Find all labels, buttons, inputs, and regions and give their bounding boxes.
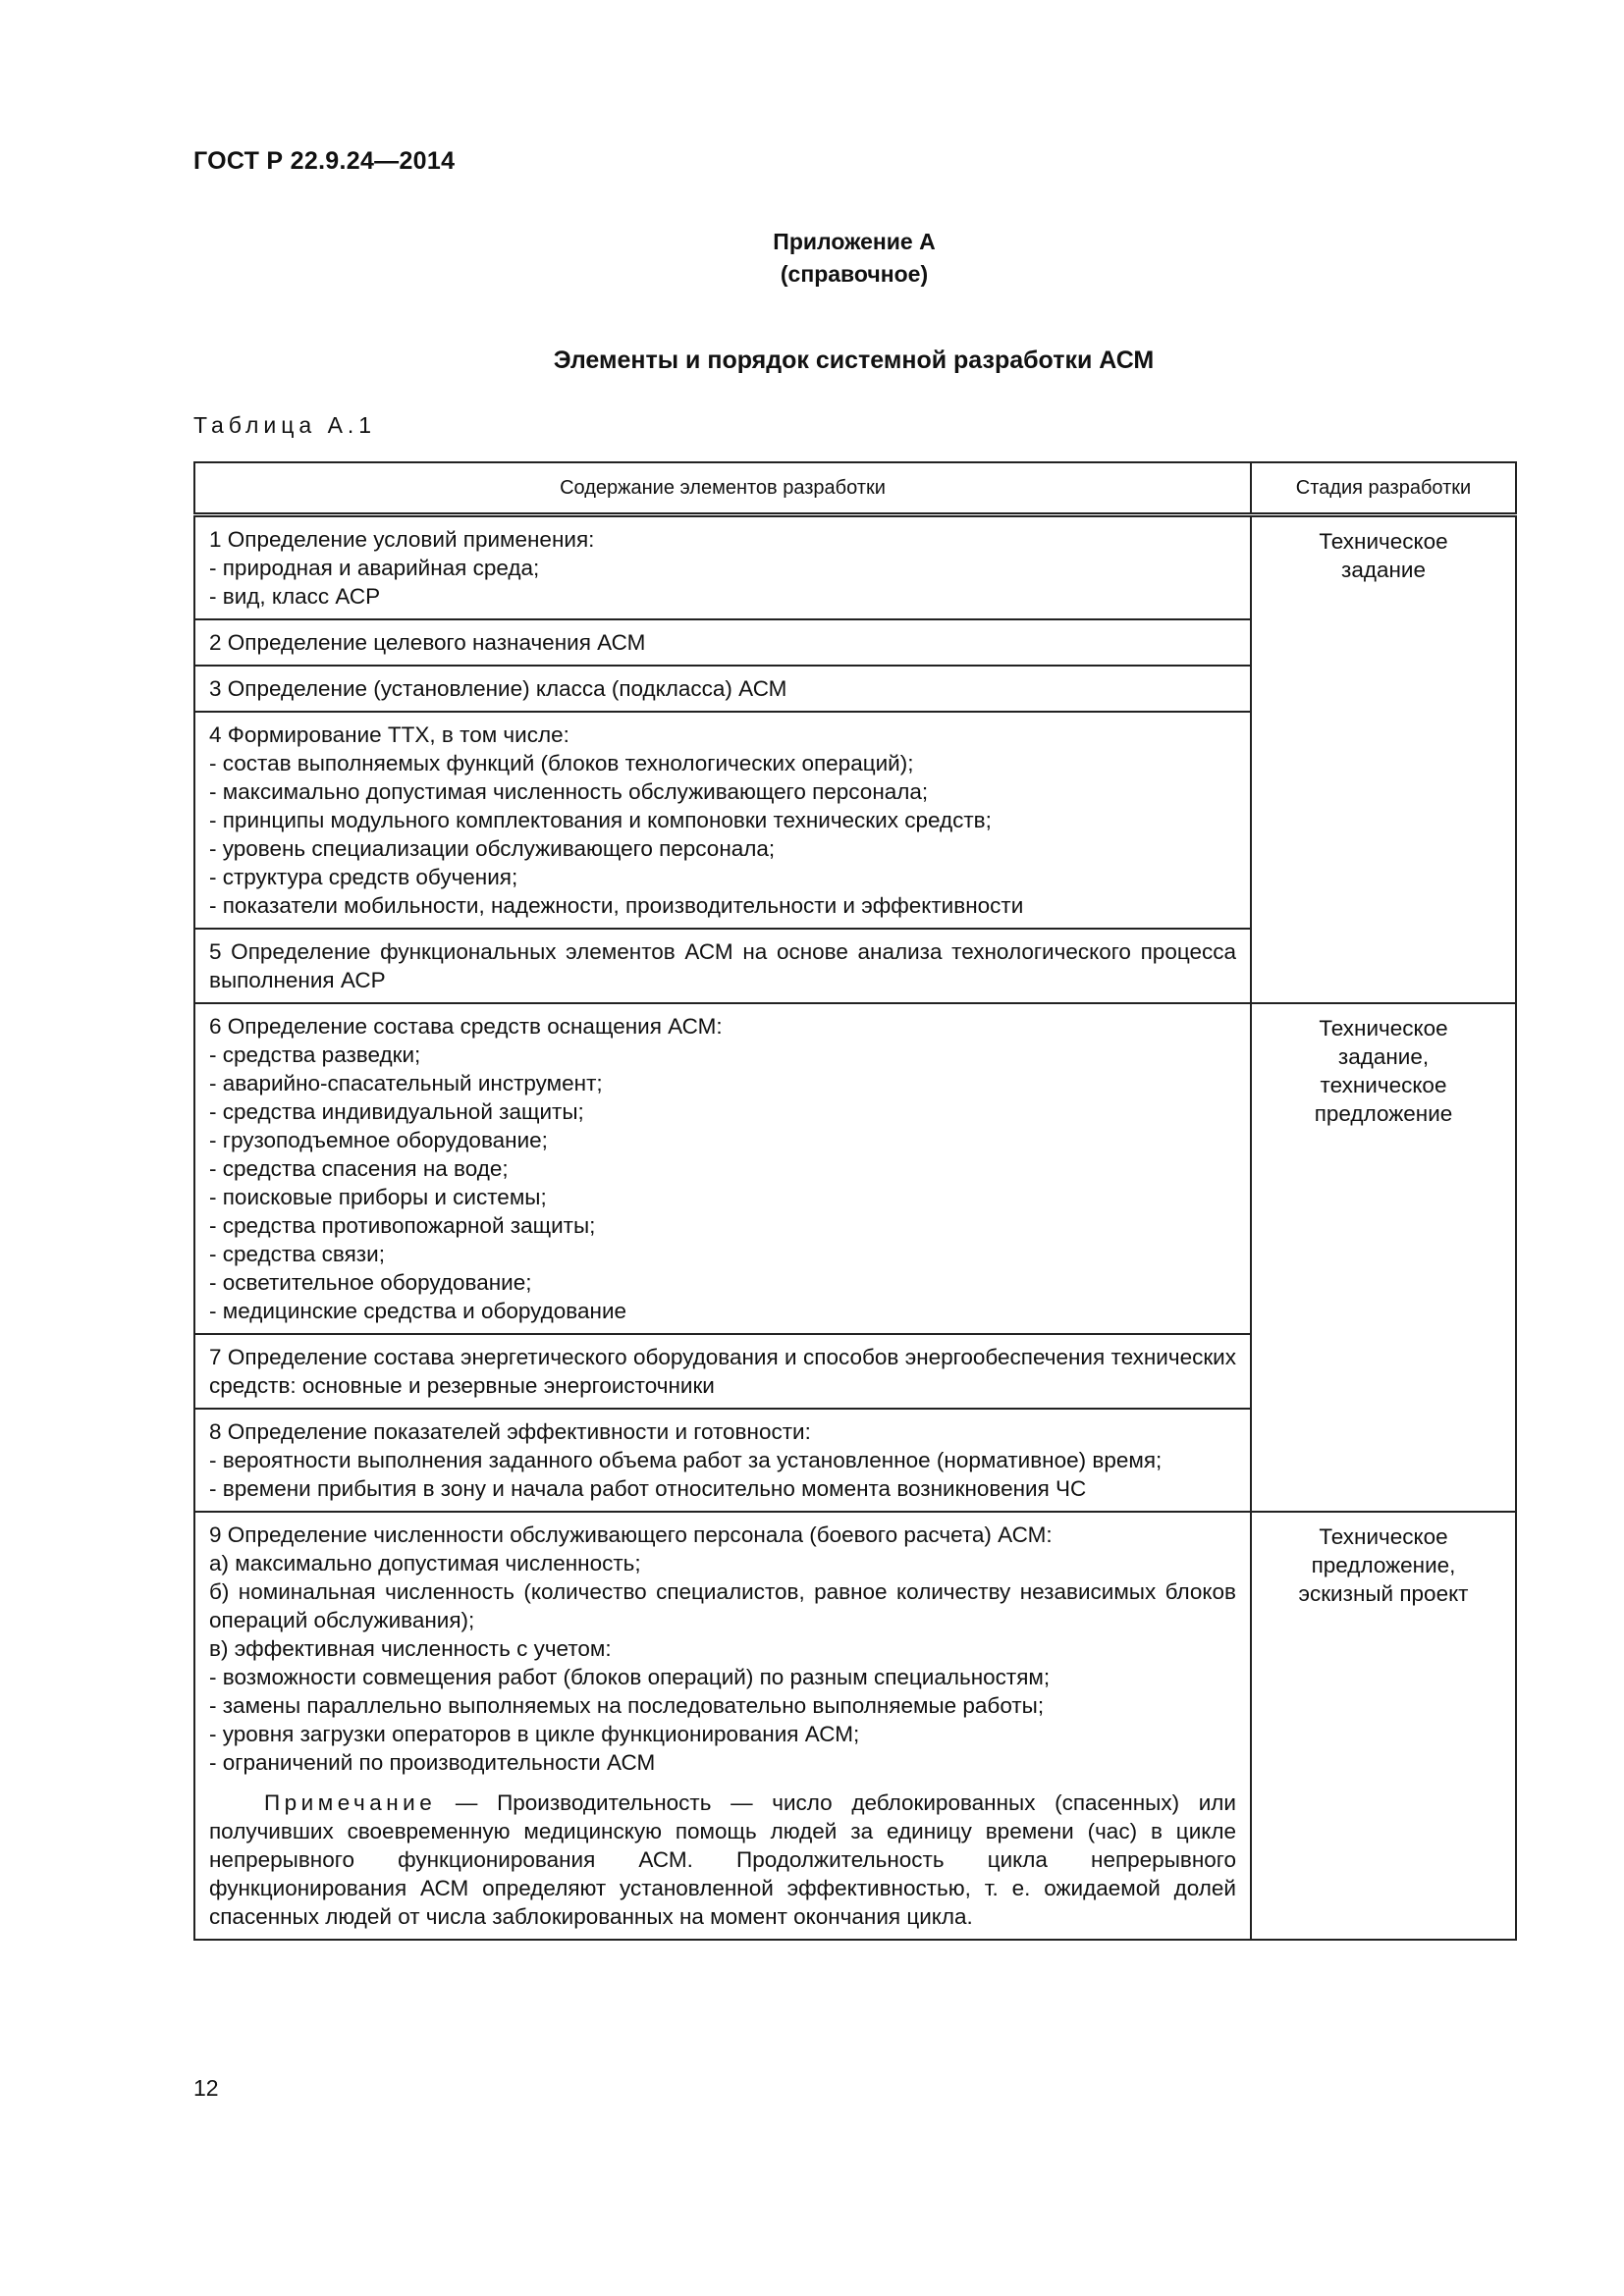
list-item: - времени прибытия в зону и начала работ относительно момента возникновения ЧС: [209, 1476, 1087, 1501]
note-text: — Производительность — число деблокированных (спасенных) или получивших своевременную медицинскую помощь людей за единицу времени (час) в цикле непрерывного функционирования АСМ. Продолжительность цикла непрерывного функционирования АСМ определяют установленной эффективностью, т. е. ожидаемой долей спасенных людей от числа заблокированных на момент окончания цикла.: [209, 1790, 1236, 1929]
section-title: Элементы и порядок системной разработки АСМ: [553, 347, 1155, 374]
row-8-content: [194, 1409, 1251, 1512]
list-item: - поисковые приборы и системы;: [209, 1185, 547, 1209]
table-row: [194, 1003, 1516, 1334]
list-item: - структура средств обучения;: [209, 865, 518, 889]
paragraph: 7 Определение состава энергетического оборудования и способов энергообеспечения технических средств: основные и резервные энергоисточники: [209, 1345, 1236, 1398]
list-item: - уровня загрузки операторов в цикле функционирования АСМ;: [209, 1722, 860, 1746]
stage-text: Техническое: [1319, 529, 1448, 554]
list-item: - средства разведки;: [209, 1042, 421, 1067]
document-code: ГОСТ Р 22.9.24—2014: [193, 147, 456, 175]
stage-text: предложение,: [1311, 1553, 1456, 1577]
row-6-content: [194, 1003, 1251, 1334]
list-item: - максимально допустимая численность обслуживающего персонала;: [209, 779, 929, 804]
table-note: [209, 1789, 1236, 1931]
stage-text: эскизный проект: [1298, 1581, 1469, 1606]
list-item: - средства связи;: [209, 1242, 385, 1266]
row-2-content: [194, 619, 1251, 666]
stage-text: предложение: [1314, 1101, 1453, 1126]
stage-text: техническое: [1320, 1073, 1447, 1097]
list-item: 9 Определение численности обслуживающего персонала (боевого расчета) АСМ:: [209, 1522, 1053, 1547]
list-item: - грузоподъемное оборудование;: [209, 1128, 548, 1152]
column-header-content: Содержание элементов разработки: [194, 462, 1251, 515]
stage-text: Техническое: [1319, 1524, 1448, 1549]
paragraph: 5 Определение функциональных элементов АСМ на основе анализа технологического процесса выполнения АСР: [209, 939, 1236, 992]
list-item: 2 Определение целевого назначения АСМ: [209, 630, 646, 655]
list-item: в) эффективная численность с учетом:: [209, 1636, 612, 1661]
list-item: - возможности совмещения работ (блоков операций) по разным специальностям;: [209, 1665, 1051, 1689]
list-item: - природная и аварийная среда;: [209, 556, 540, 580]
list-item: б) номинальная численность (количество специалистов, равное количеству независимых блоков операций обслуживания);: [209, 1579, 1236, 1632]
list-item: а) максимально допустимая численность;: [209, 1551, 641, 1575]
note-paragraph: [209, 1789, 1236, 1931]
list-item: 3 Определение (установление) класса (подкласса) АСМ: [209, 676, 787, 701]
page-number: 12: [193, 2075, 219, 2101]
table-row: [194, 515, 1516, 620]
stage-text: задание: [1341, 558, 1426, 582]
list-item: 6 Определение состава средств оснащения АСМ:: [209, 1014, 723, 1039]
table-row: [194, 1512, 1516, 1940]
note-label: Примечание: [264, 1790, 437, 1815]
list-item: 8 Определение показателей эффективности и готовности:: [209, 1419, 811, 1444]
column-header-stage: Стадия разработки: [1251, 462, 1516, 515]
stage-text: задание,: [1337, 1044, 1430, 1069]
list-item: - принципы модульного комплектования и компоновки технических средств;: [209, 808, 992, 832]
list-item: - уровень специализации обслуживающего персонала;: [209, 836, 776, 861]
row-3-content: [194, 666, 1251, 712]
list-item: - средства индивидуальной защиты;: [209, 1099, 584, 1124]
list-item: - средства противопожарной защиты;: [209, 1213, 596, 1238]
list-item: 1 Определение условий применения:: [209, 527, 595, 552]
row-7-content: [194, 1334, 1251, 1409]
list-item: - осветительное оборудование;: [209, 1270, 532, 1295]
row-1-content: [194, 515, 1251, 620]
row-9-content: [194, 1512, 1251, 1940]
list-item: - ограничений по производительности АСМ: [209, 1750, 656, 1775]
annex-subtitle: (справочное): [780, 261, 929, 287]
annex-title: Приложение А: [773, 229, 936, 254]
list-item: - замены параллельно выполняемых на последовательно выполняемые работы;: [209, 1693, 1045, 1718]
list-item: 4 Формирование ТТХ, в том числе:: [209, 722, 569, 747]
table-header-row: [194, 462, 1516, 515]
stage-cell-proposal-draft: [1251, 1512, 1516, 1940]
list-item: - аварийно-спасательный инструмент;: [209, 1071, 603, 1095]
development-elements-table: [193, 461, 1517, 1941]
list-item: - состав выполняемых функций (блоков технологических операций);: [209, 751, 914, 775]
list-item: - вероятности выполнения заданного объема работ за установленное (нормативное) время;: [209, 1448, 1163, 1472]
list-item: - вид, класс АСР: [209, 584, 381, 609]
list-item: - показатели мобильности, надежности, производительности и эффективности: [209, 893, 1024, 918]
list-item: - медицинские средства и оборудование: [209, 1299, 627, 1323]
stage-text: Техническое: [1319, 1016, 1448, 1041]
stage-cell-technical-task: [1251, 515, 1516, 1004]
row-4-content: [194, 712, 1251, 929]
annex-heading: [638, 226, 1070, 291]
table-caption: Таблица А.1: [193, 412, 377, 438]
stage-cell-technical-task-proposal: [1251, 1003, 1516, 1512]
list-item: - средства спасения на воде;: [209, 1156, 509, 1181]
row-5-content: [194, 929, 1251, 1003]
